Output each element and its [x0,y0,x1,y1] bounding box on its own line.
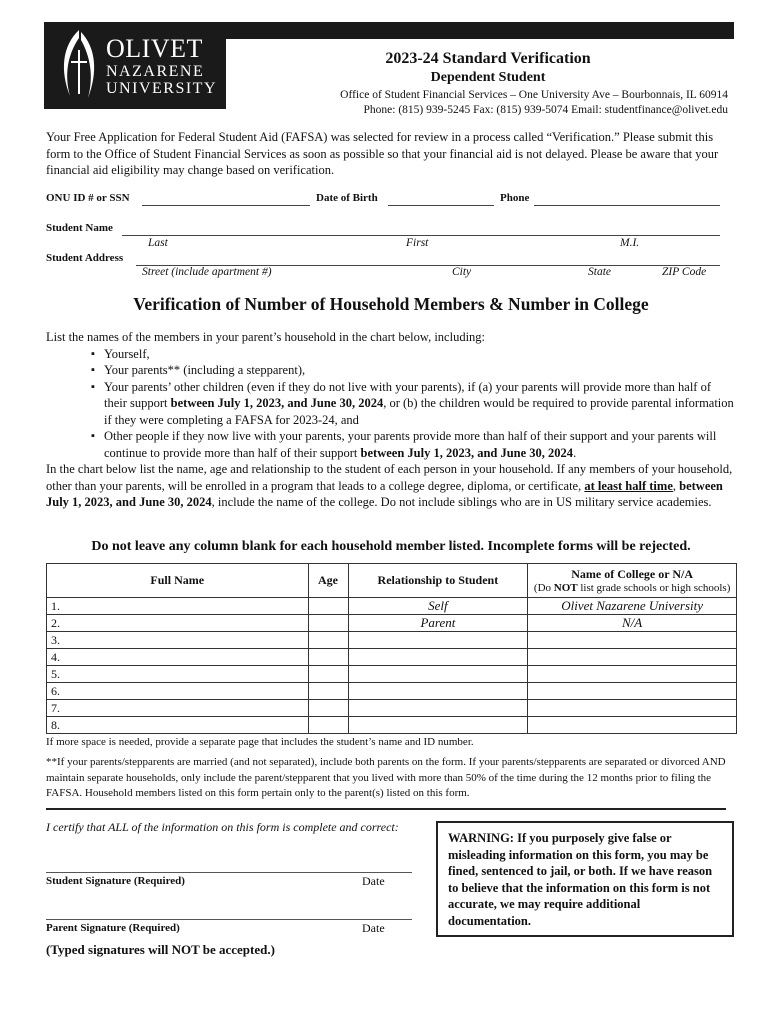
office-address: Office of Student Financial Services – One University Ave – Bourbonnais, IL 60914 [340,89,728,101]
full-name-cell[interactable] [47,615,309,632]
age-cell[interactable] [308,666,348,683]
row-number: 2. [51,615,60,630]
relationship-cell[interactable] [348,666,528,683]
dob-label: Date of Birth [316,192,378,204]
table-row [47,700,737,717]
college-cell[interactable] [528,649,737,666]
list-item: ▪ Your parents** (including a stepparent), [104,362,736,379]
phone-field[interactable] [534,192,720,206]
typed-signature-note: (Typed signatures will NOT be accepted.) [46,942,275,957]
office-phone-email: Phone: (815) 939-5245 Fax: (815) 939-5074 Email: studentfinance@olivet.edu [363,104,728,116]
age-cell[interactable] [308,598,348,615]
row-number: 4. [51,649,60,664]
relationship-cell[interactable] [348,632,528,649]
relationship-cell[interactable] [348,700,528,717]
relationship-cell[interactable]: Parent [348,615,528,632]
fraud-warning-box: WARNING: If you purposely give false or misleading information on this form, you may be fined, sentenced to jail, or both. If we have reason to believe that the information on this form is not accurate, we may require additional documentation. [436,821,734,937]
household-member-list [46,346,736,462]
table-row [47,615,737,632]
student-date-label: Date [362,874,385,888]
table-row [47,683,737,700]
parent-signature-field[interactable] [46,905,412,920]
college-cell[interactable]: N/A [528,615,737,632]
college-cell[interactable] [528,632,737,649]
state-label: State [588,266,611,278]
college-cell[interactable]: Olivet Nazarene University [528,598,737,615]
parent-date-label: Date [362,921,385,935]
relationship-cell[interactable] [348,683,528,700]
full-name-cell[interactable] [47,649,309,666]
full-name-cell[interactable] [47,683,309,700]
household-instructions [46,329,736,511]
onu-id-field[interactable] [142,192,310,206]
city-label: City [452,266,472,278]
phone-label: Phone [500,192,530,204]
logo-line-university: UNIVERSITY [106,80,217,97]
first-name-label: First [406,237,429,249]
stepparent-note: **If your parents/stepparents are married (and not separated), include both parents on the form. If your parents/stepparents are separated or divorced AND maintain separate households, only include the parent/stepparent that you lived with more than 50% of the time during the 12 months prior to filing the FAFSA. Household members listed on this form pertain only to the parent(s) listed on this form. [46,756,726,799]
age-cell[interactable] [308,683,348,700]
divider [46,808,726,810]
college-cell[interactable] [528,717,737,734]
col-header-relationship: Relationship to Student [348,564,528,598]
full-name-cell[interactable] [47,666,309,683]
list-item: ▪ Other people if they now live with your parents, your parents provide more than half of their support and your parents will continue to provide more than half of their support between July 1, 2023, and June 30, 2024. [104,428,736,461]
table-row [47,666,737,683]
age-cell[interactable] [308,615,348,632]
relationship-cell[interactable] [348,717,528,734]
list-item: ▪ Your parents’ other children (even if they do not live with your parents), if (a) your parents will provide more than half of their support between July 1, 2023, and June 30, 2024, or (b) the children would be required to provide parental information if they were completing a FAFSA for 2023-24, and [104,379,736,429]
student-signature-label: Student Signature (Required) [46,875,185,887]
college-cell[interactable] [528,700,737,717]
certify-statement: I certify that ALL of the information on this form is complete and correct: [46,820,399,834]
row-number: 8. [51,717,60,732]
list-intro: List the names of the members in your parent’s household in the chart below, including: [46,330,486,344]
col-header-age: Age [308,564,348,598]
col-header-college: Name of College or N/A (Do NOT list grade schools or high schools) [528,564,737,598]
table-row [47,717,737,734]
form-subtitle: Dependent Student [430,70,546,85]
full-name-cell[interactable] [47,632,309,649]
col-header-full-name: Full Name [47,564,309,598]
age-cell[interactable] [308,649,348,666]
age-cell[interactable] [308,717,348,734]
age-cell[interactable] [308,700,348,717]
age-cell[interactable] [308,632,348,649]
full-name-cell[interactable] [47,598,309,615]
office-contact [236,88,728,118]
student-signature-field[interactable] [46,858,412,873]
row-number: 6. [51,683,60,698]
relationship-cell[interactable] [348,649,528,666]
full-name-cell[interactable] [47,717,309,734]
household-table [46,563,737,734]
student-address-field[interactable] [136,252,720,266]
table-row [47,632,737,649]
more-space-note: If more space is needed, provide a separate page that includes the student’s name and ID number. [46,736,474,748]
college-cell[interactable] [528,666,737,683]
university-logo [44,22,226,109]
student-name-field[interactable] [122,222,720,236]
list-item: ▪ Yourself, [104,346,736,363]
mi-label: M.I. [620,237,640,249]
table-row [47,598,737,615]
blank-column-warning: Do not leave any column blank for each household member listed. Incomplete forms will be rejected. [91,539,691,554]
row-number: 1. [51,598,60,613]
row-number: 3. [51,632,60,647]
chart-instructions: In the chart below list the name, age and relationship to the student of each person in your household. If any members of your household, other than your parents, will be enrolled in a program that leads to a college degree, diploma, or certificate, at least half time, between July 1, 2023, and June 30, 2024, include the name of the college. Do not include siblings who are in US military service academies. [46,462,733,509]
onu-id-label: ONU ID # or SSN [46,192,130,204]
college-cell[interactable] [528,683,737,700]
college-header-note: (Do NOT list grade schools or high schools) [533,582,731,594]
row-number: 5. [51,666,60,681]
table-row [47,649,737,666]
zip-label: ZIP Code [662,266,707,278]
student-name-label: Student Name [46,222,113,234]
student-address-label: Student Address [46,252,124,264]
form-title: 2023-24 Standard Verification [385,50,591,67]
relationship-cell[interactable]: Self [348,598,528,615]
logo-line-nazarene: NAZARENE [106,63,205,80]
dob-field[interactable] [388,192,494,206]
section-title: Verification of Number of Household Members & Number in College [133,294,649,314]
last-name-label: Last [148,237,168,249]
cross-flame-icon [54,26,104,106]
parent-signature-label: Parent Signature (Required) [46,922,180,934]
street-label: Street (include apartment #) [142,266,272,278]
full-name-cell[interactable] [47,700,309,717]
intro-paragraph: Your Free Application for Federal Student Aid (FAFSA) was selected for review in a process called “Verification.” Please submit this form to the Office of Student Financial Services as soon as possible so that your financial aid is not delayed. Please be aware that your financial aid eligibility may change based on verification. [46,130,719,177]
row-number: 7. [51,700,60,715]
logo-line-olivet: OLIVET [106,34,203,63]
